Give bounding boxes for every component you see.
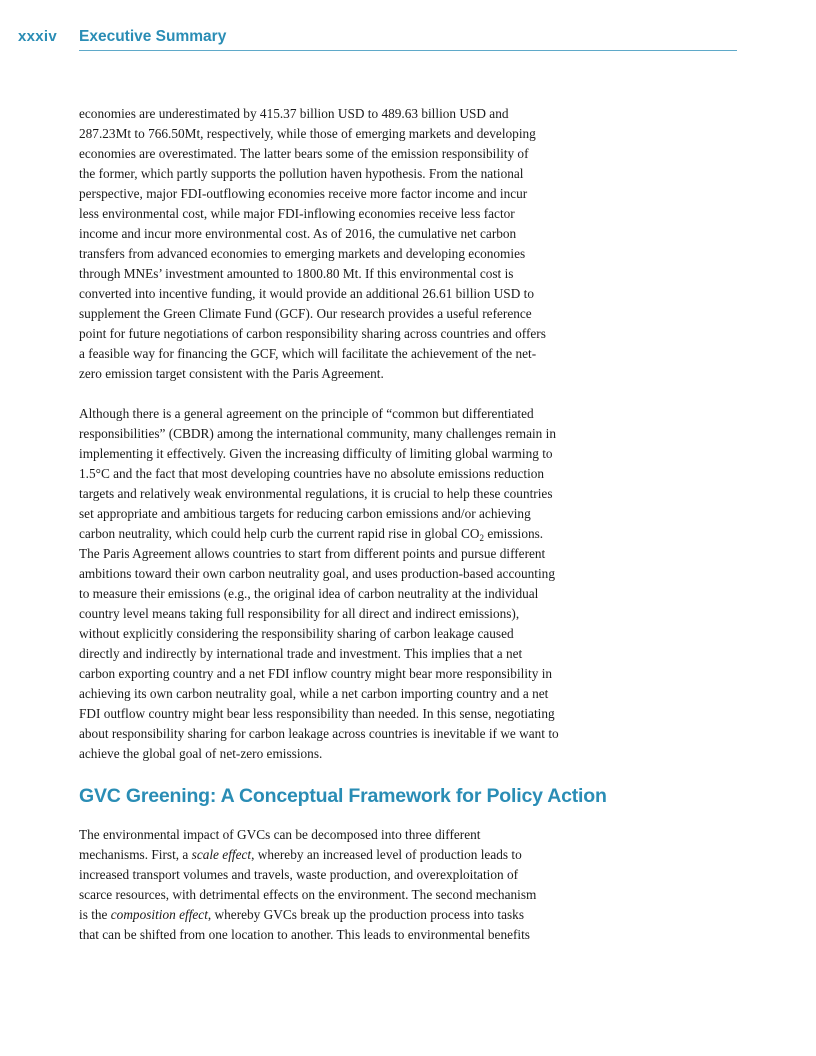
text-line: achieve the global goal of net-zero emissions. — [79, 746, 323, 761]
text-line: supplement the Green Climate Fund (GCF). Our research provides a useful reference — [79, 306, 532, 321]
text-line: FDI outflow country might bear less responsibility than needed. In this sense, negotiating — [79, 706, 555, 721]
text-line: economies are underestimated by 415.37 billion USD to 489.63 billion USD and — [79, 106, 509, 121]
text-line: directly and indirectly by international trade and investment. This implies that a net — [79, 646, 523, 661]
text-line: implementing it effectively. Given the increasing difficulty of limiting global warming to — [79, 446, 553, 461]
composition-effect-term: composition effect — [110, 907, 208, 922]
text-line: without explicitly considering the responsibility sharing of carbon leakage caused — [79, 626, 514, 641]
text-segment: , whereby an increased level of production leads to — [251, 847, 522, 862]
text-line: targets and relatively weak environmental regulations, it is crucial to help these countries — [79, 486, 553, 501]
text-line: The Paris Agreement allows countries to start from different points and pursue different — [79, 546, 546, 561]
text-line: about responsibility sharing for carbon leakage across countries is inevitable if we want to — [79, 726, 559, 741]
text-line: perspective, major FDI-outflowing economies receive more factor income and incur — [79, 186, 528, 201]
paragraph-2 — [79, 404, 619, 764]
text-line: increased transport volumes and travels, waste production, and overexploitation of — [79, 867, 519, 882]
text-line: income and incur more environmental cost. As of 2016, the cumulative net carbon — [79, 226, 517, 241]
text-segment: mechanisms. First, a — [79, 847, 192, 862]
text-line: zero emission target consistent with the Paris Agreement. — [79, 366, 384, 381]
text-line: that can be shifted from one location to another. This leads to environmental benefits — [79, 927, 530, 942]
paragraph-3 — [79, 825, 619, 945]
text-line: converted into incentive funding, it would provide an additional 26.61 billion USD to — [79, 286, 534, 301]
page-header — [0, 0, 816, 52]
text-line: The environmental impact of GVCs can be decomposed into three different — [79, 827, 481, 842]
co2-text: carbon neutrality, which could help curb the current rapid rise in global CO — [79, 526, 480, 541]
text-line: less environmental cost, while major FDI-inflowing economies receive less factor — [79, 206, 515, 221]
text-line: carbon exporting country and a net FDI inflow country might bear more responsibility in — [79, 666, 553, 681]
header-rule — [79, 50, 737, 51]
page-number: xxxiv — [18, 28, 58, 45]
paragraph-1 — [79, 104, 619, 384]
text-line: to measure their emissions (e.g., the original idea of carbon neutrality at the individual — [79, 586, 539, 601]
text-line: achieving its own carbon neutrality goal, while a net carbon importing country and a net — [79, 686, 549, 701]
text-segment: , whereby GVCs break up the production process into tasks — [207, 907, 524, 922]
text-line: responsibilities” (CBDR) among the international community, many challenges remain in — [79, 426, 556, 441]
body-text — [79, 104, 619, 965]
scale-effect-term: scale effect — [191, 847, 252, 862]
text-line: Although there is a general agreement on the principle of “common but differentiated — [79, 406, 534, 421]
text-line: 287.23Mt to 766.50Mt, respectively, while those of emerging markets and developing — [79, 126, 536, 141]
co2-text-after: emissions. — [484, 526, 544, 541]
text-segment: is the — [79, 907, 111, 922]
text-line-co2 — [79, 524, 619, 544]
co2-subscript: 2 — [479, 533, 485, 543]
text-line-composition-effect — [79, 905, 619, 925]
text-line: economies are overestimated. The latter bears some of the emission responsibility of — [79, 146, 529, 161]
text-line: ambitions toward their own carbon neutrality goal, and uses production-based accounting — [79, 566, 555, 581]
text-line: set appropriate and ambitious targets for reducing carbon emissions and/or achieving — [79, 506, 531, 521]
section-heading: GVC Greening: A Conceptual Framework for Policy Action — [79, 785, 607, 807]
text-line: a feasible way for financing the GCF, which will facilitate the achievement of the net- — [79, 346, 537, 361]
text-line-scale-effect — [79, 845, 619, 865]
text-line: country level means taking full responsibility for all direct and indirect emissions), — [79, 606, 520, 621]
text-line: transfers from advanced economies to emerging markets and developing economies — [79, 246, 526, 261]
text-line: through MNEs’ investment amounted to 1800.80 Mt. If this environmental cost is — [79, 266, 514, 281]
text-line: scarce resources, with detrimental effects on the environment. The second mechanism — [79, 887, 537, 902]
text-line: point for future negotiations of carbon responsibility sharing across countries and offers — [79, 326, 546, 341]
text-line: 1.5°C and the fact that most developing countries have no absolute emissions reduction — [79, 466, 545, 481]
text-line: the former, which partly supports the pollution haven hypothesis. From the national — [79, 166, 524, 181]
running-title: Executive Summary — [79, 28, 227, 45]
